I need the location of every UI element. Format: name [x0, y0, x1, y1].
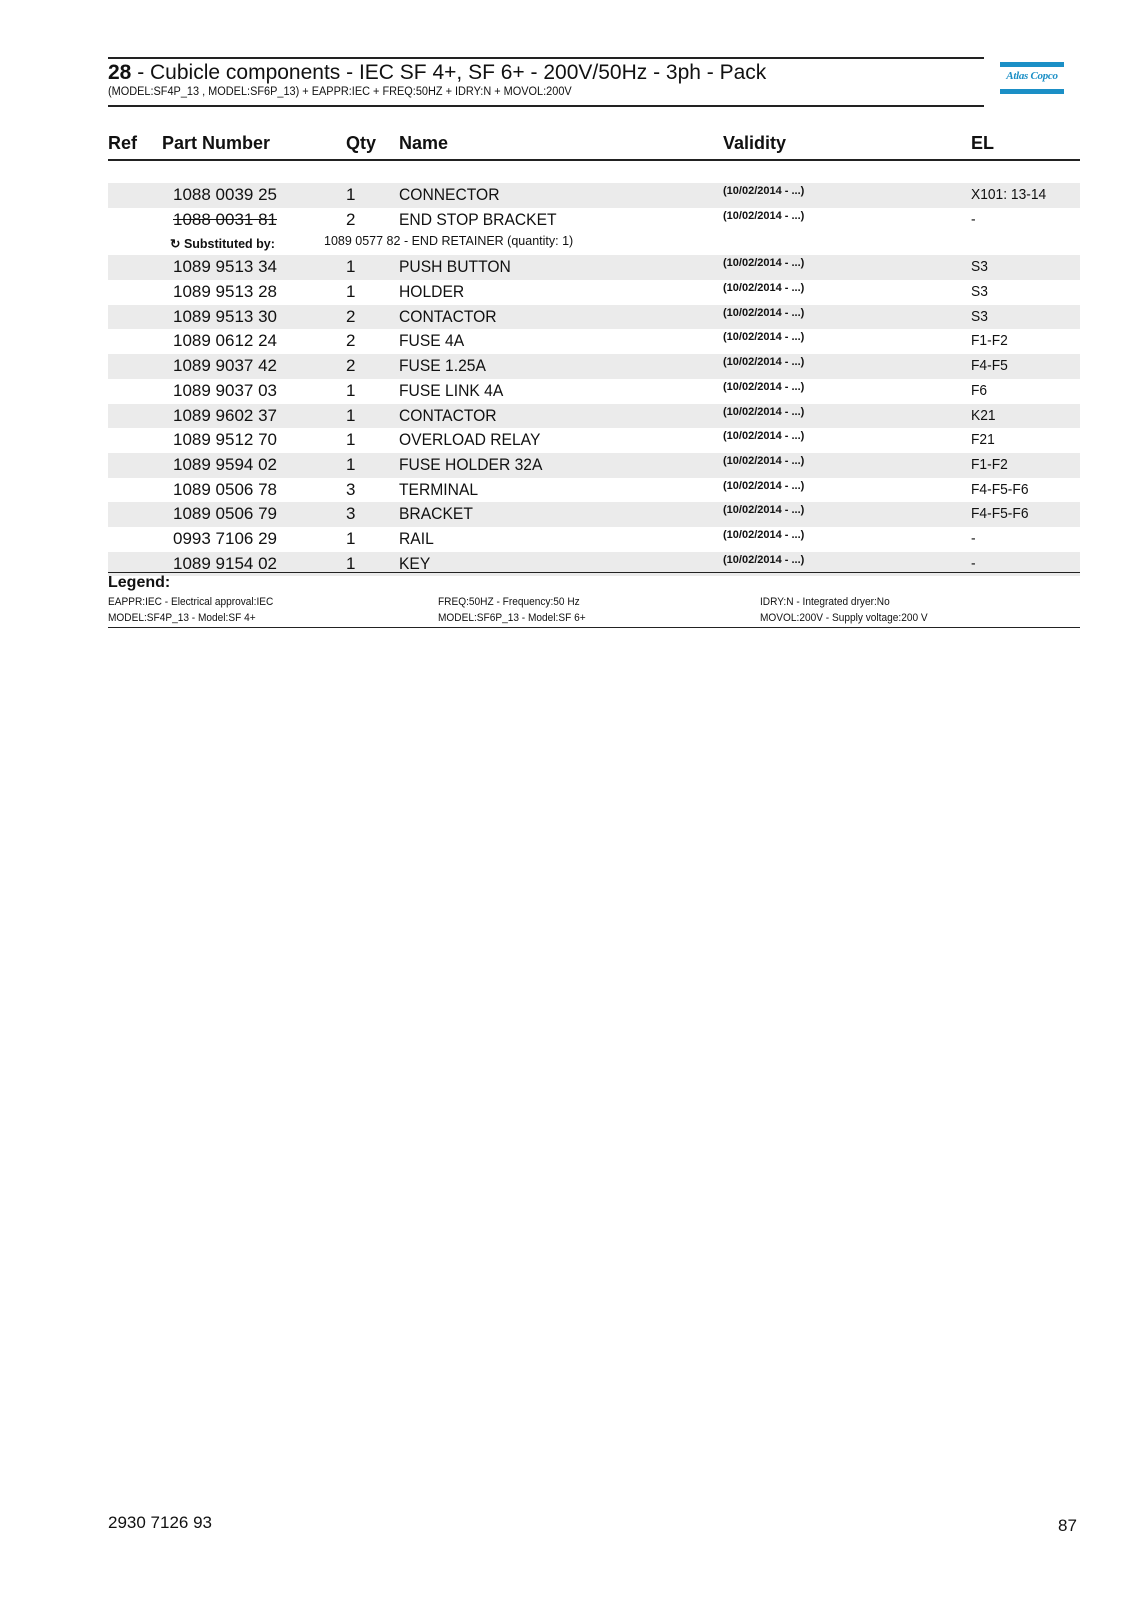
qty-cell: 2: [346, 209, 356, 229]
el-cell: -: [971, 554, 976, 572]
table-row: [108, 379, 1080, 404]
el-cell: F6: [971, 381, 988, 399]
validity-cell: (10/02/2014 - ...): [723, 528, 805, 541]
page-title: [108, 61, 984, 85]
logo-bar-bottom: [1000, 89, 1064, 94]
el-cell: -: [971, 529, 976, 547]
logo-bar-top: [1000, 62, 1064, 67]
el-cell: S3: [971, 307, 988, 325]
validity-cell: (10/02/2014 - ...): [723, 306, 805, 319]
document-number: 2930 7126 93: [108, 1513, 212, 1532]
name-cell: FUSE 4A: [399, 331, 465, 351]
legend-title: Legend:: [108, 574, 171, 591]
name-cell: OVERLOAD RELAY: [399, 430, 541, 450]
table-row: [108, 329, 1080, 354]
qty-cell: 1: [346, 282, 356, 302]
section-title: - Cubicle components - IEC SF 4+, SF 6+ - 200V/50Hz - 3ph - Pack: [131, 61, 767, 84]
part-number-cell: 1089 0612 24: [173, 331, 277, 351]
name-cell: FUSE LINK 4A: [399, 380, 504, 400]
name-cell: KEY: [399, 553, 431, 573]
qty-cell: 1: [346, 454, 356, 474]
qty-cell: 2: [346, 331, 356, 351]
el-cell: X101: 13-14: [971, 186, 1047, 203]
el-cell: F4-F5: [971, 357, 1008, 375]
qty-cell: 1: [346, 185, 356, 204]
qty-cell: 3: [346, 479, 356, 499]
name-cell: CONNECTOR: [399, 185, 500, 204]
el-cell: F1-F2: [971, 455, 1008, 473]
model-filter: (MODEL:SF4P_13 , MODEL:SF6P_13) + EAPPR:IEC + FREQ:50HZ + IDRY:N + MOVOL:200V: [108, 86, 572, 98]
validity-cell: (10/02/2014 - ...): [723, 405, 805, 418]
col-ref: Ref: [108, 133, 138, 153]
el-cell: S3: [971, 258, 988, 276]
name-cell: PUSH BUTTON: [399, 257, 511, 277]
validity-cell: (10/02/2014 - ...): [723, 356, 805, 369]
table-row: [108, 478, 1080, 503]
table-row: [108, 208, 1080, 233]
qty-cell: 1: [346, 257, 356, 277]
part-number-cell: 1089 9512 70: [173, 430, 277, 450]
validity-cell: (10/02/2014 - ...): [723, 257, 805, 270]
table-row: [108, 502, 1080, 527]
part-number-cell: 1089 9037 42: [173, 356, 277, 376]
qty-cell: 1: [346, 528, 356, 548]
part-number-cell: 1089 9602 37: [173, 405, 277, 425]
qty-cell: 1: [346, 380, 356, 400]
section-number: 28: [108, 61, 132, 84]
part-number-cell: 1089 9513 30: [173, 306, 277, 326]
qty-cell: 2: [346, 356, 356, 376]
el-cell: S3: [971, 283, 988, 301]
parts-table: [108, 183, 1080, 576]
el-cell: F1-F2: [971, 332, 1008, 350]
table-row: [108, 453, 1080, 478]
table-row: [108, 280, 1080, 305]
substitution-row: [108, 232, 1080, 255]
page-header: [108, 57, 984, 107]
qty-cell: 1: [346, 553, 356, 573]
name-cell: BRACKET: [399, 504, 473, 524]
legend-item: IDRY:N - Integrated dryer:No: [760, 596, 890, 608]
qty-cell: 2: [346, 306, 356, 326]
name-cell: FUSE HOLDER 32A: [399, 454, 543, 474]
validity-cell: (10/02/2014 - ...): [723, 553, 805, 566]
legend-item: MOVOL:200V - Supply voltage:200 V: [760, 612, 928, 624]
legend-item: MODEL:SF4P_13 - Model:SF 4+: [108, 612, 256, 624]
part-number-cell: 1088 0039 25: [173, 185, 277, 204]
refresh-icon: ↻: [170, 237, 184, 252]
validity-cell: (10/02/2014 - ...): [723, 454, 805, 467]
col-validity: Validity: [723, 133, 787, 153]
el-cell: K21: [971, 406, 996, 424]
name-cell: TERMINAL: [399, 479, 479, 499]
substituted-label: [170, 236, 275, 251]
part-number-cell: 1089 9513 34: [173, 257, 277, 277]
table-row: [108, 305, 1080, 330]
validity-cell: (10/02/2014 - ...): [723, 331, 805, 344]
page-number: 87: [1058, 1516, 1077, 1535]
table-row: [108, 255, 1080, 280]
table-row: [108, 428, 1080, 453]
column-headers: [108, 133, 1080, 161]
table-row: [108, 354, 1080, 379]
part-number-cell: 1089 9513 28: [173, 282, 277, 302]
col-part-number: Part Number: [162, 133, 271, 153]
qty-cell: 1: [346, 430, 356, 450]
el-cell: F4-F5-F6: [971, 480, 1029, 498]
validity-cell: (10/02/2014 - ...): [723, 209, 805, 222]
legend-item: FREQ:50HZ - Frequency:50 Hz: [438, 596, 580, 608]
table-row: [108, 404, 1080, 429]
validity-cell: (10/02/2014 - ...): [723, 430, 805, 443]
table-row: [108, 527, 1080, 552]
validity-cell: (10/02/2014 - ...): [723, 479, 805, 492]
col-el: EL: [971, 133, 995, 153]
substituted-label-text: Substituted by:: [183, 237, 275, 252]
part-number-cell: 1089 9154 02: [173, 553, 277, 573]
name-cell: CONTACTOR: [399, 306, 497, 326]
substituted-by: 1089 0577 82 - END RETAINER (quantity: 1): [324, 234, 574, 249]
col-name: Name: [399, 133, 449, 153]
el-cell: F4-F5-F6: [971, 505, 1029, 523]
legend-item: EAPPR:IEC - Electrical approval:IEC: [108, 596, 274, 608]
name-cell: FUSE 1.25A: [399, 356, 486, 376]
part-number-cell: 1089 0506 78: [173, 479, 277, 499]
el-cell: F21: [971, 431, 995, 449]
part-number-cell: 1089 9037 03: [173, 380, 277, 400]
table-row: [108, 183, 1080, 208]
el-cell: -: [971, 210, 976, 228]
qty-cell: 3: [346, 504, 356, 524]
part-number-cell: 1089 0506 79: [173, 504, 277, 524]
validity-cell: (10/02/2014 - ...): [723, 185, 805, 197]
name-cell: END STOP BRACKET: [399, 209, 557, 229]
part-number-cell: 1089 9594 02: [173, 454, 277, 474]
qty-cell: 1: [346, 405, 356, 425]
col-qty: Qty: [346, 133, 377, 153]
part-number-cell: 1088 0031 81: [173, 209, 277, 229]
atlas-copco-logo: [1000, 62, 1064, 94]
legend-item: MODEL:SF6P_13 - Model:SF 6+: [438, 612, 586, 624]
name-cell: CONTACTOR: [399, 405, 497, 425]
validity-cell: (10/02/2014 - ...): [723, 282, 805, 295]
legend: [108, 572, 1080, 628]
name-cell: RAIL: [399, 528, 434, 548]
logo-text: Atlas Copco: [1006, 70, 1058, 82]
validity-cell: (10/02/2014 - ...): [723, 380, 805, 393]
part-number-cell: 0993 7106 29: [173, 528, 277, 548]
name-cell: HOLDER: [399, 282, 465, 302]
validity-cell: (10/02/2014 - ...): [723, 504, 805, 517]
